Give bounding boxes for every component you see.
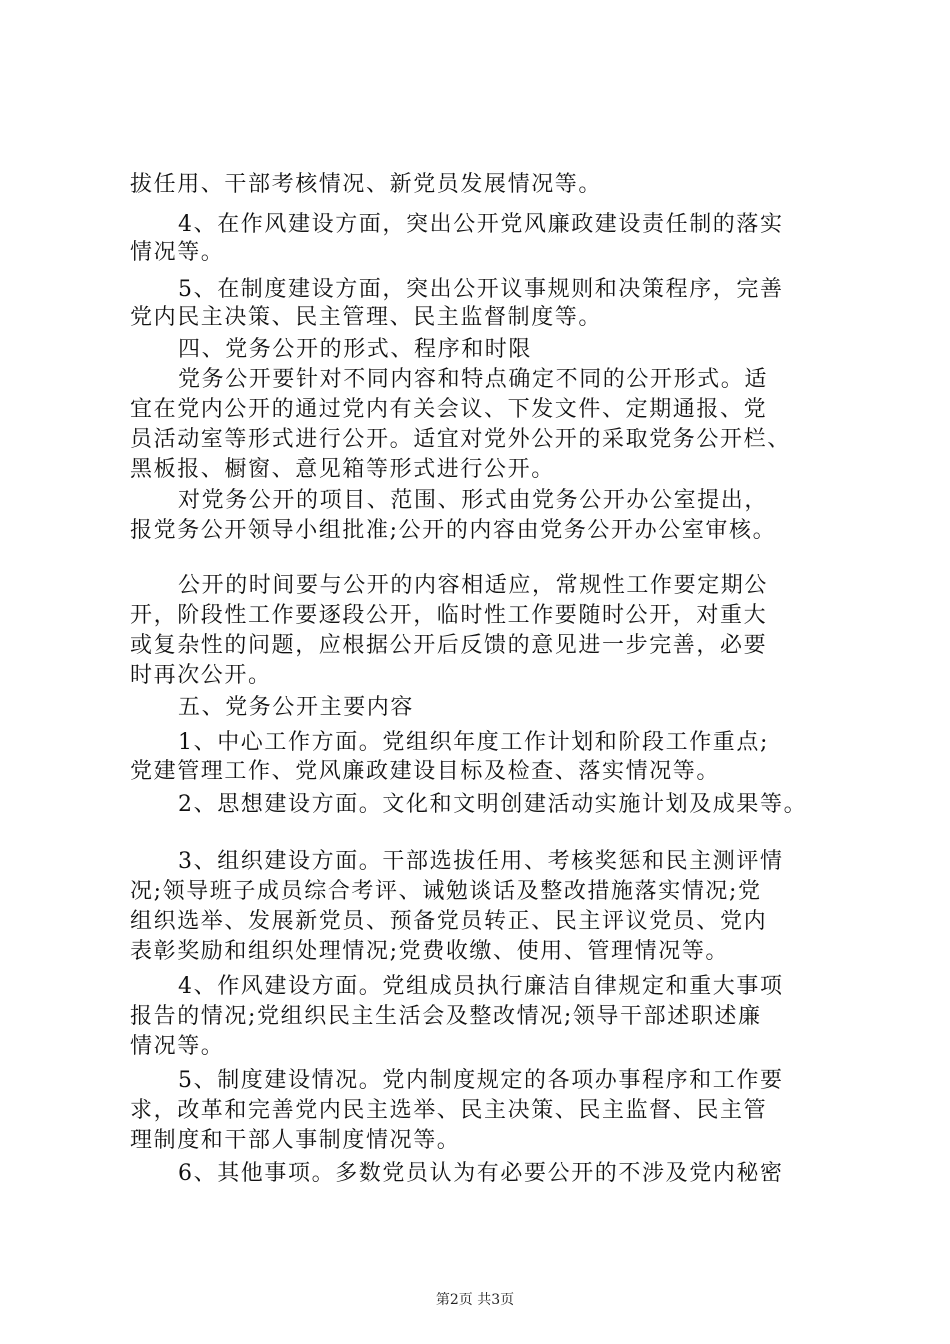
- text-line: 开，阶段性工作要逐段公开，临时性工作要随时公开，对重大: [130, 603, 768, 628]
- text-line: 3、组织建设方面。干部选拔任用、考核奖惩和民主测评情: [178, 849, 784, 874]
- text-line: 公开的时间要与公开的内容相适应，常规性工作要定期公: [178, 573, 769, 598]
- text-line: 4、在作风建设方面，突出公开党风廉政建设责任制的落实: [178, 212, 784, 237]
- text-line: 宜在党内公开的通过党内有关会议、下发文件、定期通报、党: [130, 397, 768, 422]
- section-heading: 四、党务公开的形式、程序和时限: [178, 337, 533, 362]
- text-line: 情况等。: [130, 240, 225, 265]
- text-line: 时再次公开。: [130, 663, 272, 688]
- text-line: 理制度和干部人事制度情况等。: [130, 1128, 461, 1153]
- page-number-footer: 第2页 共3页: [435, 1292, 515, 1308]
- text-line: 1、中心工作方面。党组织年度工作计划和阶段工作重点;: [178, 730, 770, 755]
- text-line: 情况等。: [130, 1034, 225, 1059]
- text-line: 或复杂性的问题，应根据公开后反馈的意见进一步完善，必要: [130, 633, 768, 658]
- text-line: 员活动室等形式进行公开。适宜对党外公开的采取党务公开栏、: [130, 427, 791, 452]
- text-line: 拔任用、干部考核情况、新党员发展情况等。: [130, 172, 603, 197]
- text-line: 组织选举、发展新党员、预备党员转正、民主评议党员、党内: [130, 909, 768, 934]
- text-line: 5、制度建设情况。党内制度规定的各项办事程序和工作要: [178, 1068, 784, 1093]
- text-line: 报告的情况;党组织民主生活会及整改情况;领导干部述职述廉: [130, 1004, 762, 1029]
- text-line: 黑板报、橱窗、意见箱等形式进行公开。: [130, 457, 555, 482]
- text-line: 况;领导班子成员综合考评、诫勉谈话及整改措施落实情况;党: [130, 879, 762, 904]
- section-heading: 五、党务公开主要内容: [178, 695, 415, 720]
- text-line: 4、作风建设方面。党组成员执行廉洁自律规定和重大事项: [178, 974, 784, 999]
- text-line: 党内民主决策、民主管理、民主监督制度等。: [130, 305, 603, 330]
- text-line: 求，改革和完善党内民主选举、民主决策、民主监督、民主管: [130, 1098, 768, 1123]
- text-line: 表彰奖励和组织处理情况;党费收缴、使用、管理情况等。: [130, 939, 730, 964]
- text-line: 报党务公开领导小组批准;公开的内容由党务公开办公室审核。: [130, 518, 777, 543]
- text-line: 对党务公开的项目、范围、形式由党务公开办公室提出，: [178, 488, 769, 513]
- text-line: 2、思想建设方面。文化和文明创建活动实施计划及成果等。: [178, 792, 808, 817]
- text-line: 党务公开要针对不同内容和特点确定不同的公开形式。适: [178, 367, 769, 392]
- text-line: 6、其他事项。多数党员认为有必要公开的不涉及党内秘密: [178, 1161, 784, 1186]
- text-line: 5、在制度建设方面，突出公开议事规则和决策程序，完善: [178, 277, 784, 302]
- text-line: 党建管理工作、党风廉政建设目标及检查、落实情况等。: [130, 759, 721, 784]
